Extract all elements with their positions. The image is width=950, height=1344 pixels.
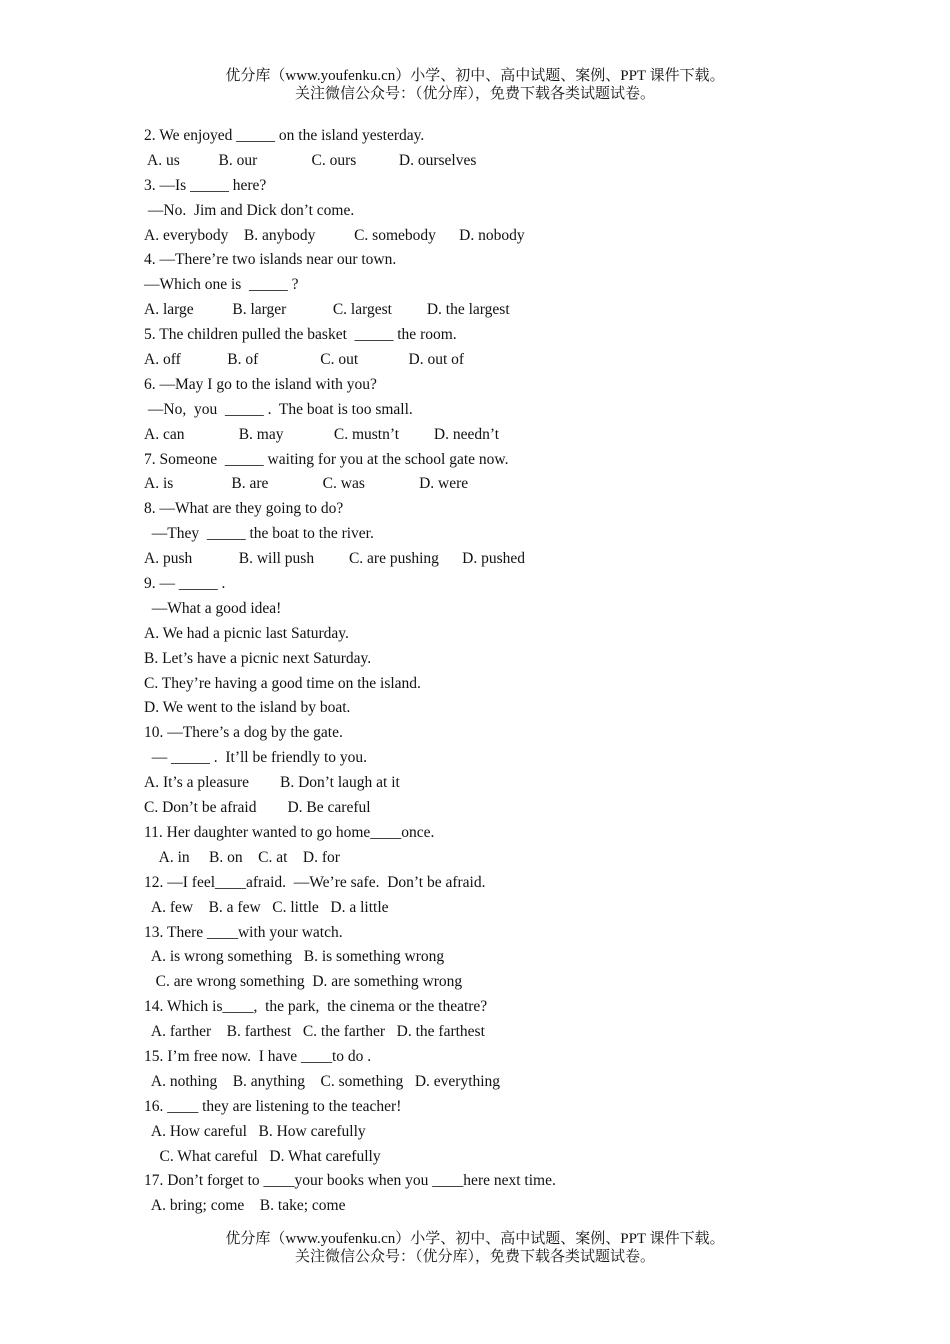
text-line: —No. Jim and Dick don’t come.: [144, 201, 355, 219]
text-line: C. are wrong something D. are something wrong: [144, 973, 463, 991]
text-line: 5. The children pulled the basket _____ the room.: [144, 326, 457, 344]
text-line: A. few B. a few C. little D. a little: [144, 898, 389, 916]
text-line: 7. Someone _____ waiting for you at the school gate now.: [144, 450, 509, 468]
text-line: 12. —I feel____afraid. —We’re safe. Don’t be afraid.: [144, 873, 486, 891]
text-line: 13. There ____with your watch.: [144, 923, 343, 941]
text-line: A. large B. larger C. largest D. the largest: [144, 301, 510, 319]
text-line: 4. —There’re two islands near our town.: [144, 251, 397, 269]
text-line: A. We had a picnic last Saturday.: [144, 624, 349, 642]
text-line: A. It’s a pleasure B. Don’t laugh at it: [144, 774, 400, 792]
text-line: A. us B. our C. ours D. ourselves: [144, 151, 477, 169]
footer-line-2: 关注微信公众号：（优分库），免费下载各类试题试卷。: [294, 1249, 655, 1265]
text-line: A. off B. of C. out D. out of: [144, 351, 465, 369]
text-line: —Which one is _____ ?: [144, 276, 299, 294]
text-line: A. nothing B. anything C. something D. everything: [144, 1072, 501, 1090]
header-line-1: 优分库（www.youfenku.cn）小学、初中、高中试题、案例、PPT 课件下载。: [225, 68, 725, 84]
text-line: 14. Which is____, the park, the cinema or the theatre?: [144, 998, 488, 1016]
text-line: 11. Her daughter wanted to go home____once.: [144, 823, 435, 841]
text-line: D. We went to the island by boat.: [144, 699, 351, 717]
text-line: 8. —What are they going to do?: [144, 500, 344, 518]
text-line: 3. —Is _____ here?: [144, 176, 267, 194]
header-line-2: 关注微信公众号：（优分库），免费下载各类试题试卷。: [294, 86, 655, 102]
text-line: 6. —May I go to the island with you?: [144, 375, 377, 393]
text-line: —They _____ the boat to the river.: [144, 525, 374, 543]
text-line: — _____ . It’ll be friendly to you.: [144, 749, 367, 767]
question-list: [144, 124, 844, 1219]
text-line: C. Don’t be afraid D. Be careful: [144, 799, 371, 817]
text-line: 10. —There’s a dog by the gate.: [144, 724, 343, 742]
text-line: 16. ____ they are listening to the teacher!: [144, 1097, 402, 1115]
text-line: A. How careful B. How carefully: [144, 1122, 366, 1140]
text-line: 9. — _____ .: [144, 575, 226, 593]
text-line: A. in B. on C. at D. for: [144, 848, 340, 866]
page-header: [0, 67, 950, 103]
text-line: A. farther B. farthest C. the farther D. the farthest: [144, 1023, 485, 1041]
text-line: A. can B. may C. mustn’t D. needn’t: [144, 425, 500, 443]
text-line: C. They’re having a good time on the island.: [144, 674, 421, 692]
text-line: 2. We enjoyed _____ on the island yesterday.: [144, 127, 425, 144]
text-line: A. is B. are C. was D. were: [144, 475, 469, 493]
text-line: —No, you _____ . The boat is too small.: [144, 400, 413, 418]
text-line: C. What careful D. What carefully: [144, 1147, 381, 1165]
footer-line-1: 优分库（www.youfenku.cn）小学、初中、高中试题、案例、PPT 课件下载。: [225, 1231, 725, 1247]
text-line: A. is wrong something B. is something wrong: [144, 948, 445, 966]
text-line: 15. I’m free now. I have ____to do .: [144, 1047, 372, 1065]
text-line: A. push B. will push C. are pushing D. pushed: [144, 550, 526, 568]
text-line: A. everybody B. anybody C. somebody D. nobody: [144, 226, 525, 244]
page-footer: [0, 1230, 950, 1266]
text-line: 17. Don’t forget to ____your books when you ____here next time.: [144, 1172, 556, 1190]
text-line: B. Let’s have a picnic next Saturday.: [144, 649, 372, 667]
text-line: A. bring; come B. take; come: [144, 1197, 346, 1215]
text-line: —What a good idea!: [144, 599, 282, 617]
